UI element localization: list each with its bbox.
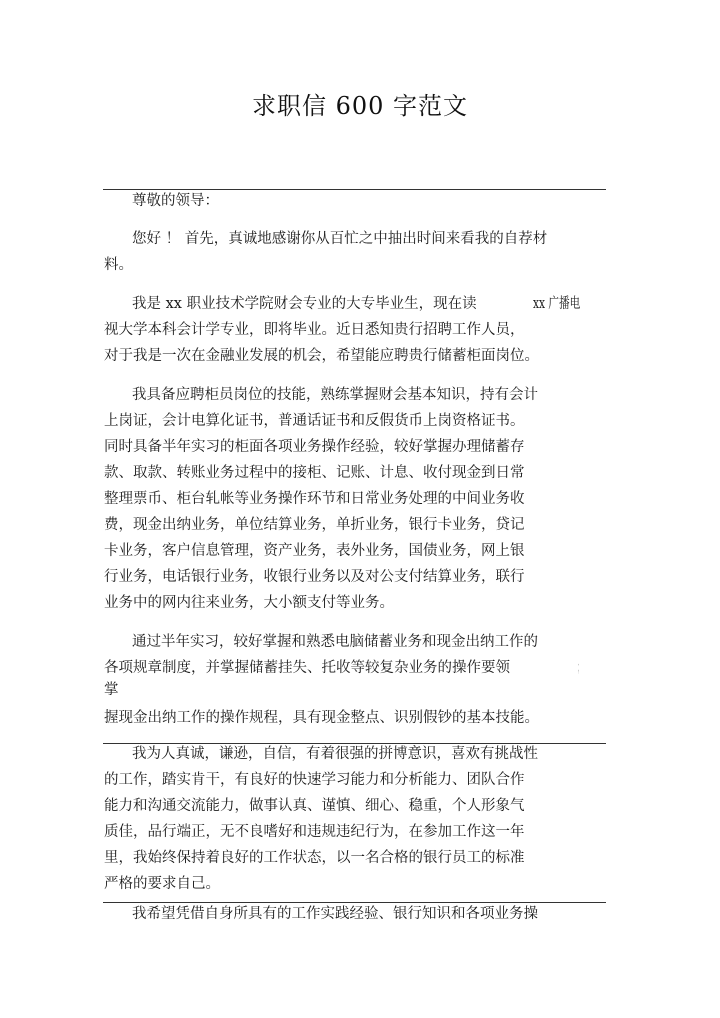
paragraph-3-line: 行业务，电话银行业务，收银行业务以及对公支付结算业务，联行 xyxy=(104,569,525,585)
paragraph-5-line: 的工作，踏实肯干，有良好的快速学习能力和分析能力、团队合作 xyxy=(104,772,525,788)
paragraph-3-line: 整理票币、柜台轧帐等业务操作环节和日常业务处理的中间业务收 xyxy=(104,491,525,507)
paragraph-4-line: 掌 xyxy=(104,682,119,698)
greeting: 尊敬的领导： xyxy=(132,193,219,209)
paragraph-1-line: 料。 xyxy=(104,257,133,273)
paragraph-2-line: 视大学本科会计学专业，即将毕业。近日悉知贵行招聘工作人员， xyxy=(104,322,525,338)
paragraph-5-line: 严格的要求自己。 xyxy=(104,876,220,892)
paragraph-5-line: 我为人真诚，谦逊，自信，有着很强的拼博意识，喜欢有挑战性 xyxy=(132,746,538,762)
paragraph-4-line: 通过半年实习，较好掌握和熟悉电脑储蓄业务和现金出纳工作的 xyxy=(132,634,538,650)
divider-top xyxy=(103,189,606,190)
paragraph-6-line: 我希望凭借自身所具有的工作实践经验、银行知识和各项业务操 xyxy=(132,906,538,922)
paragraph-4-line: 握现金出纳工作的操作规程，具有现金整点、识别假钞的基本技能。 xyxy=(104,710,539,726)
paragraph-3-line: 上岗证，会计电算化证书，普通话证书和反假货币上岗资格证书。 xyxy=(104,413,525,429)
paragraph-3-line: 同时具备半年实习的柜面各项业务操作经验，较好掌握办理储蓄存 xyxy=(104,439,525,455)
paragraph-2-line-end: xx 广播电 xyxy=(533,296,581,312)
paragraph-5-line: 质佳，品行端正，无不良嗜好和违规违纪行为，在参加工作这一年 xyxy=(104,824,525,840)
paragraph-3-line: 卡业务，客户信息管理，资产业务，表外业务，国债业务，网上银 xyxy=(104,543,525,559)
paragraph-3-line: 业务中的网内往来业务，大小额支付等业务。 xyxy=(104,595,394,611)
paragraph-2-line: 我是 xx 职业技术学院财会专业的大专毕业生，现在读 xyxy=(132,296,477,312)
paragraph-2-line: 对于我是一次在金融业发展的机会，希望能应聘贵行储蓄柜面岗位。 xyxy=(104,348,539,364)
paragraph-5-line: 能力和沟通交流能力，做事认真、谨慎、细心、稳重，个人形象气 xyxy=(104,798,525,814)
paragraph-4-semicolon: ； xyxy=(578,660,580,676)
paragraph-4-line: 各项规章制度，并掌握储蓄挂失、托收等较复杂业务的操作要领 xyxy=(104,660,510,676)
paragraph-3-line: 款、取款、转账业务过程中的接柜、记账、计息、收付现金到日常 xyxy=(104,465,525,481)
paragraph-3-line: 我具备应聘柜员岗位的技能，熟练掌握财会基本知识，持有会计 xyxy=(132,387,538,403)
paragraph-3-line: 费，现金出纳业务，单位结算业务，单折业务，银行卡业务，贷记 xyxy=(104,517,525,533)
paragraph-1-line: 您好 ！ 首先，真诚地感谢你从百忙之中抽出时间来看我的自荐材 xyxy=(132,231,548,247)
divider-bottom xyxy=(103,902,606,903)
paragraph-5-line: 里，我始终保持着良好的工作状态，以一名合格的银行员工的标准 xyxy=(104,850,525,866)
document-title: 求职信 600 字范文 xyxy=(251,92,469,120)
